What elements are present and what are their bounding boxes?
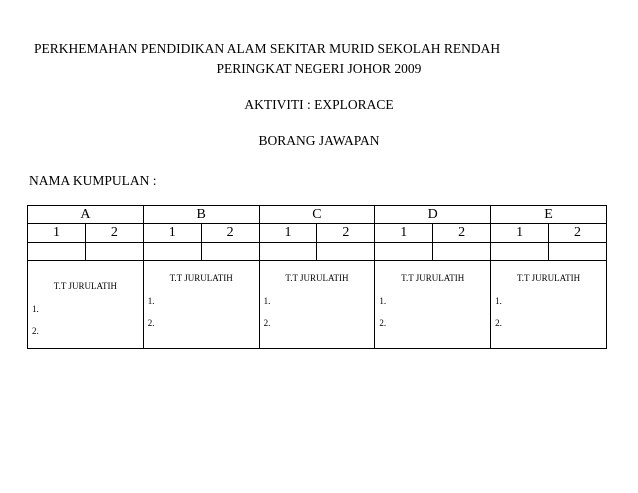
- signature-line-1: 1.: [263, 296, 271, 306]
- group-header-a: A: [28, 206, 144, 224]
- sub-column-b-2: 2: [201, 224, 259, 243]
- signature-line-1: 1.: [379, 296, 387, 306]
- sub-column-row: [28, 224, 607, 243]
- signature-line-2: 2.: [147, 318, 155, 328]
- sub-column-d-2: 2: [433, 224, 491, 243]
- signature-cell-b[interactable]: [143, 261, 259, 349]
- answer-cell-d-1[interactable]: [375, 243, 433, 261]
- sub-column-a-1: 1: [28, 224, 86, 243]
- group-header-c: C: [259, 206, 375, 224]
- sub-column-c-1: 1: [259, 224, 317, 243]
- answer-entry-row: [28, 243, 607, 261]
- document-title-line-1: PERKHEMAHAN PENDIDIKAN ALAM SEKITAR MURID SEKOLAH RENDAH: [34, 41, 501, 56]
- answer-cell-b-1[interactable]: [143, 243, 201, 261]
- sub-column-b-1: 1: [143, 224, 201, 243]
- signature-line-1: 1.: [32, 304, 39, 314]
- answer-cell-e-2[interactable]: [549, 243, 607, 261]
- answer-cell-b-2[interactable]: [201, 243, 259, 261]
- activity-title: AKTIVITI : EXPLORACE: [244, 97, 394, 112]
- answer-cell-c-1[interactable]: [259, 243, 317, 261]
- signature-row: [28, 261, 607, 349]
- sub-column-e-1: 1: [491, 224, 549, 243]
- signature-line-2: 2.: [495, 318, 502, 328]
- group-header-e: E: [491, 206, 607, 224]
- answer-cell-a-1[interactable]: [28, 243, 86, 261]
- signature-heading: T.T JURULATIH: [53, 281, 117, 291]
- signature-cell-a[interactable]: [28, 261, 144, 349]
- signature-line-1: 1.: [495, 296, 502, 306]
- answer-cell-e-1[interactable]: [491, 243, 549, 261]
- signature-line-2: 2.: [379, 318, 387, 328]
- group-header-b: B: [143, 206, 259, 224]
- document-title-line-2: PERINGKAT NEGERI JOHOR 2009: [216, 61, 422, 76]
- signature-heading: T.T JURULATIH: [516, 273, 581, 283]
- signature-line-2: 2.: [32, 326, 39, 336]
- signature-cell-e[interactable]: [491, 261, 607, 349]
- group-header-row: [28, 206, 607, 224]
- sub-column-c-2: 2: [317, 224, 375, 243]
- sub-column-a-2: 2: [85, 224, 143, 243]
- group-name-label: NAMA KUMPULAN :: [29, 173, 157, 188]
- signature-cell-c[interactable]: [259, 261, 375, 349]
- sub-column-e-2: 2: [549, 224, 607, 243]
- form-title: BORANG JAWAPAN: [258, 133, 380, 148]
- signature-cell-d[interactable]: [375, 261, 491, 349]
- answer-cell-a-2[interactable]: [85, 243, 143, 261]
- signature-line-1: 1.: [147, 296, 155, 306]
- signature-heading: T.T JURULATIH: [169, 273, 233, 283]
- answer-cell-d-2[interactable]: [433, 243, 491, 261]
- answer-table: [27, 205, 607, 349]
- signature-heading: T.T JURULATIH: [401, 273, 465, 283]
- signature-line-2: 2.: [263, 318, 271, 328]
- sub-column-d-1: 1: [375, 224, 433, 243]
- answer-cell-c-2[interactable]: [317, 243, 375, 261]
- signature-heading: T.T JURULATIH: [285, 273, 349, 283]
- group-header-d: D: [375, 206, 491, 224]
